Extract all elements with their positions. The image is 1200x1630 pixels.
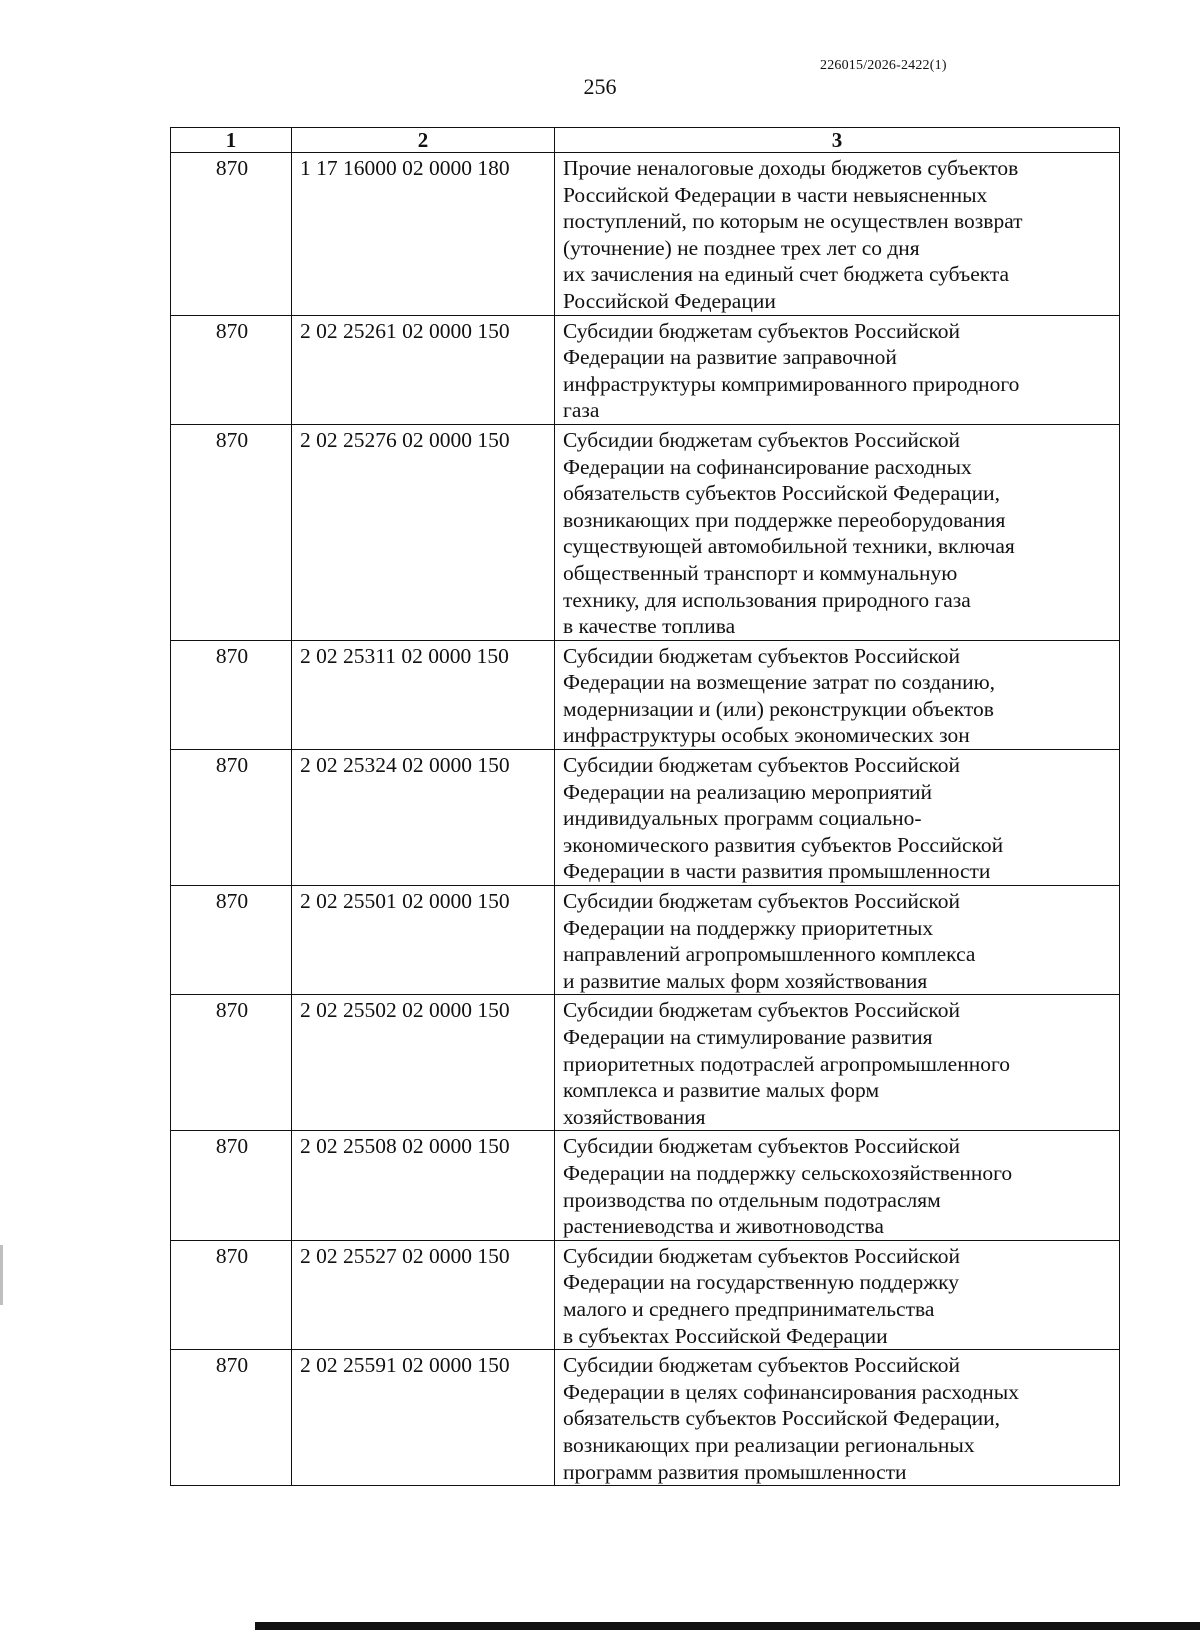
description-line: экономического развития субъектов Российской — [563, 832, 1004, 857]
description-line: Федерации на стимулирование развития — [563, 1025, 933, 1049]
table-body — [171, 153, 1120, 1486]
scan-bottom-bar — [255, 1622, 1200, 1630]
column-header-3: 3 — [555, 128, 1120, 153]
admin-code-cell: 870 — [171, 886, 292, 995]
description-line: комплекса и развитие малых форм — [563, 1078, 880, 1103]
admin-code-cell: 870 — [171, 1350, 292, 1486]
column-header-1: 1 — [171, 128, 292, 153]
income-code-cell: 2 02 25276 02 0000 150 — [292, 424, 555, 640]
description-line: в качестве топлива — [563, 614, 736, 639]
admin-code-cell: 870 — [171, 1240, 292, 1349]
description-line: обязательств субъектов Российской Федерации, — [563, 1406, 1001, 1431]
description-line: Субсидии бюджетам субъектов Российской — [563, 1353, 961, 1378]
description-line: Федерации в части развития промышленности — [563, 859, 991, 884]
description-line: возникающих при реализации региональных — [563, 1432, 975, 1457]
description-cell — [555, 1240, 1120, 1349]
page-number: 256 — [583, 74, 617, 99]
description-line: обязательств субъектов Российской Федерации, — [563, 481, 1001, 506]
table-row — [171, 315, 1120, 424]
description-cell — [555, 424, 1120, 640]
budget-codes-table — [170, 127, 1120, 1486]
document-reference: 226015/2026-2422(1) — [820, 58, 947, 73]
income-code-cell: 2 02 25527 02 0000 150 — [292, 1240, 555, 1349]
description-line: производства по отдельным подотраслям — [563, 1187, 941, 1212]
income-code-cell: 2 02 25501 02 0000 150 — [292, 886, 555, 995]
admin-code-cell: 870 — [171, 995, 292, 1131]
description-line: технику, для использования природного газа — [563, 587, 971, 612]
description-line: Федерации на поддержку сельскохозяйственного — [563, 1160, 1013, 1185]
description-line: приоритетных подотраслей агропромышленного — [563, 1051, 1010, 1076]
table-row — [171, 1350, 1120, 1486]
description-line: общественный транспорт и коммунальную — [563, 560, 958, 585]
description-line: поступлений, по которым не осуществлен возврат — [563, 209, 1023, 234]
description-line: их зачисления на единый счет бюджета субъекта — [563, 262, 1010, 287]
description-line: направлений агропромышленного комплекса — [563, 942, 976, 967]
description-line: Субсидии бюджетам субъектов Российской — [563, 889, 961, 914]
income-code-cell: 1 17 16000 02 0000 180 — [292, 153, 555, 316]
description-line: Прочие неналоговые доходы бюджетов субъектов — [563, 156, 1019, 180]
income-code-cell: 2 02 25591 02 0000 150 — [292, 1350, 555, 1486]
table-row — [171, 1131, 1120, 1240]
description-line: Субсидии бюджетам субъектов Российской — [563, 1243, 961, 1268]
description-cell — [555, 153, 1120, 316]
description-line: Федерации в целях софинансирования расходных — [563, 1379, 1020, 1404]
description-line: Федерации на возмещение затрат по созданию, — [563, 670, 996, 695]
description-line: Субсидии бюджетам субъектов Российской — [563, 998, 961, 1023]
description-line: и развитие малых форм хозяйствования — [563, 968, 928, 993]
description-line: хозяйствования — [563, 1104, 706, 1129]
table-row — [171, 750, 1120, 886]
description-cell — [555, 640, 1120, 749]
admin-code-cell: 870 — [171, 640, 292, 749]
income-code-cell: 2 02 25508 02 0000 150 — [292, 1131, 555, 1240]
description-line: Федерации на реализацию мероприятий — [563, 779, 933, 804]
description-line: Субсидии бюджетам субъектов Российской — [563, 318, 961, 343]
description-cell — [555, 1350, 1120, 1486]
description-line: Федерации на поддержку приоритетных — [563, 915, 934, 940]
description-line: Федерации на развитие заправочной — [563, 345, 897, 370]
table-row — [171, 640, 1120, 749]
description-line: индивидуальных программ социально- — [563, 806, 922, 831]
description-line: Субсидии бюджетам субъектов Российской — [563, 643, 961, 668]
description-cell — [555, 1131, 1120, 1240]
admin-code-cell: 870 — [171, 1131, 292, 1240]
description-line: существующей автомобильной техники, включая — [563, 534, 1015, 559]
description-line: малого и среднего предпринимательства — [563, 1296, 935, 1321]
table-header-row — [171, 128, 1120, 153]
description-line: Федерации на государственную поддержку — [563, 1270, 960, 1295]
admin-code-cell: 870 — [171, 315, 292, 424]
description-line: Российской Федерации — [563, 288, 776, 313]
description-line: (уточнение) не позднее трех лет со дня — [563, 235, 920, 260]
income-code-cell: 2 02 25311 02 0000 150 — [292, 640, 555, 749]
description-line: программ развития промышленности — [563, 1459, 907, 1484]
table-row — [171, 886, 1120, 995]
scan-edge-mark — [0, 1245, 3, 1305]
income-code-cell: 2 02 25261 02 0000 150 — [292, 315, 555, 424]
table-row — [171, 995, 1120, 1131]
admin-code-cell: 870 — [171, 750, 292, 886]
table-row — [171, 153, 1120, 316]
admin-code-cell: 870 — [171, 424, 292, 640]
description-line: инфраструктуры особых экономических зон — [563, 723, 970, 748]
description-cell — [555, 995, 1120, 1131]
description-line: модернизации и (или) реконструкции объектов — [563, 696, 994, 721]
description-cell — [555, 750, 1120, 886]
description-line: Федерации на софинансирование расходных — [563, 454, 972, 479]
description-line: газа — [563, 398, 600, 423]
description-line: растениеводства и животноводства — [563, 1214, 884, 1239]
description-line: Субсидии бюджетам субъектов Российской — [563, 753, 961, 778]
income-code-cell: 2 02 25324 02 0000 150 — [292, 750, 555, 886]
admin-code-cell: 870 — [171, 153, 292, 316]
description-line: Субсидии бюджетам субъектов Российской — [563, 427, 961, 452]
income-code-cell: 2 02 25502 02 0000 150 — [292, 995, 555, 1131]
table-row — [171, 1240, 1120, 1349]
description-line: возникающих при поддержке переоборудования — [563, 507, 1006, 532]
table-row — [171, 424, 1120, 640]
description-line: Субсидии бюджетам субъектов Российской — [563, 1134, 961, 1159]
description-line: инфраструктуры компримированного природного — [563, 371, 1020, 396]
description-cell — [555, 315, 1120, 424]
column-header-2: 2 — [292, 128, 555, 153]
description-cell — [555, 886, 1120, 995]
description-line: Российской Федерации в части невыясненных — [563, 182, 988, 207]
description-line: в субъектах Российской Федерации — [563, 1323, 888, 1348]
